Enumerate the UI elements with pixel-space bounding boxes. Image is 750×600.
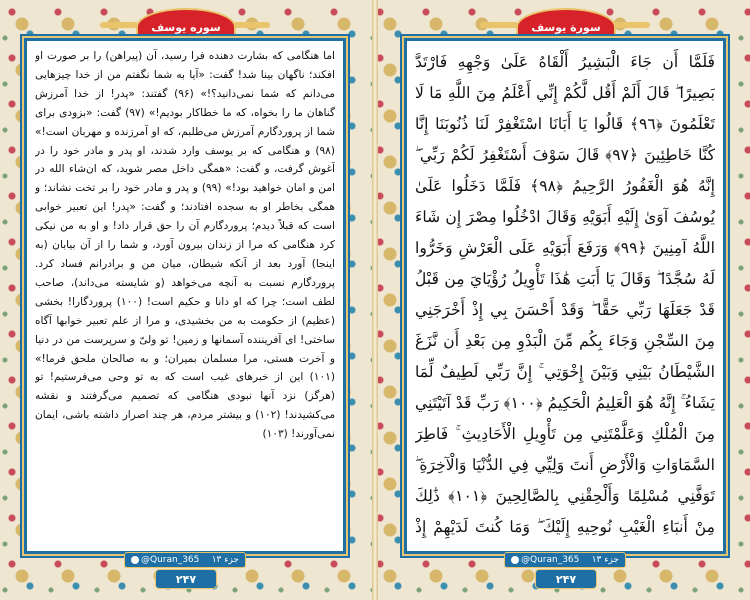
page-number: ۲۴۷ <box>535 569 597 589</box>
quran-logo-icon <box>131 556 139 564</box>
juz-label: جزء ۱۳ <box>211 555 239 565</box>
surah-title: سوره یوسف <box>151 20 221 34</box>
juz-label: جزء ۱۳ <box>591 555 619 565</box>
text-frame <box>24 38 346 554</box>
text-frame <box>404 38 726 554</box>
juz-tab <box>504 552 626 568</box>
page-footer <box>504 552 626 592</box>
juz-tab <box>124 552 246 568</box>
channel-handle: @Quran_365 <box>511 555 579 565</box>
quran-logo-icon <box>511 556 519 564</box>
badge-ornament <box>612 22 650 28</box>
surah-title: سورة يوسف <box>531 20 601 34</box>
channel-handle: @Quran_365 <box>131 555 199 565</box>
page-gutter <box>372 0 378 600</box>
page-footer <box>124 552 246 592</box>
badge-ornament <box>100 22 138 28</box>
badge-ornament <box>480 22 518 28</box>
translation-text: اما هنگامی که بشارت دهنده فرا رسید، آن (پیراهن) را بر صورت او افکند؛ ناگهان بینا شد! گفت: «آیا به شما نگفتم من از خدا چیزهایی می‌دانم که شما نمی‌دانید؟!» (۹۶) گفتند: «پدر! از خدا آمرزش گناهان ما را بخواه، که ما خطاکار بودیم!» (۹۷) گفت: «بزودی برای شما از پروردگارم آمرزش می‌طلبم، که او آمرزنده و مهربان است!» (۹۸) و هنگامی که بر یوسف وارد شدند، او پدر و مادر خود را در آغوش گرفت، و گفت: «همگی داخل مصر شوید، که ان‌شاء الله در امن و امان خواهید بود!» (۹۹) و پدر و مادر خود را بر تخت نشاند؛ و همگی بخاطر او به سجده افتادند؛ و گفت: «پدر! این تعبیر خوابی است که قبلاً دیدم؛ پروردگارم آن را حق قرار داد! و او به من نیکی کرد هنگامی که مرا از زندان بیرون آورد، و شما را از آن بیابان (به اینجا) آورد بعد از آنکه شیطان، میان من و برادرانم فساد کرد. پروردگارم نسبت به آنچه می‌خواهد (و شایسته می‌داند)، صاحب لطف است؛ چرا که او دانا و حکیم است! (۱۰۰) پروردگارا! بخشی (عظیم) از حکومت به من بخشیدی، و مرا از علم تعبیر خوابها آگاه ساختی! ای آفریننده آسمانها و زمین! تو ولیّ و سرپرست من در دنیا و آخرت هستی، مرا مسلمان بمیران؛ و به صالحان ملحق فرما!» (۱۰۱) این از خبرهای غیب است که به تو وحی می‌فرستیم! تو (هرگز) نزد آنها نبودی هنگامی که تصمیم می‌گرفتند و نقشه می‌کشیدند! (۱۰۲) و بیشتر مردم، هر چند اصرار داشته باشی، ایمان نمی‌آورند! (۱۰۳) <box>35 50 335 441</box>
translation-page <box>4 8 366 592</box>
translation-text-box[interactable] <box>35 47 335 545</box>
badge-ornament <box>232 22 270 28</box>
arabic-verses: فَلَمَّا أَن جَاءَ الْبَشِيرُ أَلْقَاهُ عَلَىٰ وَجْهِهِ فَارْتَدَّ بَصِيرًا ۖ قَالَ أَلَمْ أَقُل لَّكُمْ إِنِّي أَعْلَمُ مِنَ اللَّهِ مَا لَا تَعْلَمُونَ ﴿٩٦﴾ قَالُوا يَا أَبَانَا اسْتَغْفِرْ لَنَا ذُنُوبَنَا إِنَّا كُنَّا خَاطِئِينَ ﴿٩٧﴾ قَالَ سَوْفَ أَسْتَغْفِرُ لَكُمْ رَبِّي ۖ إِنَّهُ هُوَ الْغَفُورُ الرَّحِيمُ ﴿٩٨﴾ فَلَمَّا دَخَلُوا عَلَىٰ يُوسُفَ آوَىٰ إِلَيْهِ أَبَوَيْهِ وَقَالَ ادْخُلُوا مِصْرَ إِن شَاءَ اللَّهُ آمِنِينَ ﴿٩٩﴾ وَرَفَعَ أَبَوَيْهِ عَلَى الْعَرْشِ وَخَرُّوا لَهُ سُجَّدًا ۖ وَقَالَ يَا أَبَتِ هَٰذَا تَأْوِيلُ رُؤْيَايَ مِن قَبْلُ قَدْ جَعَلَهَا رَبِّي حَقًّا ۖ وَقَدْ أَحْسَنَ بِي إِذْ أَخْرَجَنِي مِنَ السِّجْنِ وَجَاءَ بِكُم مِّنَ الْبَدْوِ مِن بَعْدِ أَن نَّزَغَ الشَّيْطَانُ بَيْنِي وَبَيْنَ إِخْوَتِي ۚ إِنَّ رَبِّي لَطِيفٌ لِّمَا يَشَاءُ ۚ إِنَّهُ هُوَ الْعَلِيمُ الْحَكِيمُ ﴿١٠٠﴾ رَبِّ قَدْ آتَيْتَنِي مِنَ الْمُلْكِ وَعَلَّمْتَنِي مِن تَأْوِيلِ الْأَحَادِيثِ ۚ فَاطِرَ السَّمَاوَاتِ وَالْأَرْضِ أَنتَ وَلِيِّي فِي الدُّنْيَا وَالْآخِرَةِ ۖ تَوَفَّنِي مُسْلِمًا وَأَلْحِقْنِي بِالصَّالِحِينَ ﴿١٠١﴾ ذَٰلِكَ مِنْ أَنبَاءِ الْغَيْبِ نُوحِيهِ إِلَيْكَ ۖ وَمَا كُنتَ لَدَيْهِمْ إِذْ <box>415 53 715 536</box>
arabic-text-box[interactable] <box>415 47 715 545</box>
page-number: ۲۴۷ <box>155 569 217 589</box>
arabic-page <box>384 8 746 592</box>
